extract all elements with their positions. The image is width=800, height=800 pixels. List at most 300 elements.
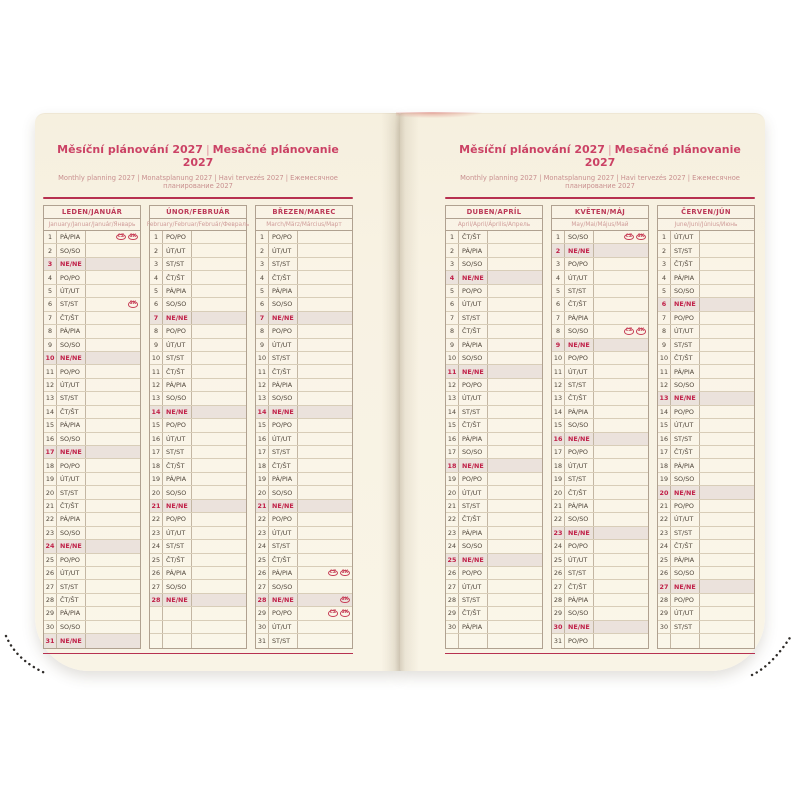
day-row	[446, 406, 542, 419]
day-notes-cell	[86, 486, 140, 498]
day-row	[658, 244, 754, 257]
day-number: 13	[256, 392, 269, 404]
day-number: 5	[658, 285, 671, 297]
day-name: ÚT/UT	[269, 433, 298, 445]
day-row	[150, 406, 246, 419]
day-notes-cell	[700, 486, 754, 498]
day-notes-cell	[594, 540, 648, 552]
day-notes-cell	[700, 419, 754, 431]
day-number: 18	[256, 459, 269, 471]
holiday-badge-cz-icon: CZ	[329, 610, 337, 616]
day-number: 6	[256, 298, 269, 310]
day-number: 9	[658, 339, 671, 351]
day-notes-cell	[700, 513, 754, 525]
day-name: ČT/ŠT	[459, 325, 488, 337]
day-name: ÚT/UT	[163, 433, 192, 445]
day-name: ČT/ŠT	[459, 231, 488, 243]
day-name: ÚT/UT	[459, 486, 488, 498]
holiday-badge-sk-icon: SK	[129, 234, 137, 240]
day-name: NE/NE	[57, 352, 86, 364]
day-row	[150, 365, 246, 378]
day-name: ÚT/UT	[459, 392, 488, 404]
day-number: 3	[150, 258, 163, 270]
day-row	[658, 339, 754, 352]
day-number: 6	[658, 298, 671, 310]
day-notes-cell	[86, 271, 140, 283]
day-row	[44, 634, 140, 647]
day-notes-cell	[86, 325, 140, 337]
day-name: ST/ST	[163, 258, 192, 270]
day-number: 27	[552, 580, 565, 592]
day-row	[658, 352, 754, 365]
day-name: PÁ/PIA	[163, 567, 192, 579]
day-name: PO/PO	[163, 231, 192, 243]
day-name: PO/PO	[459, 473, 488, 485]
day-number: 21	[658, 500, 671, 512]
day-name: SO/SO	[57, 527, 86, 539]
day-name: ÚT/UT	[269, 244, 298, 256]
left-page-content	[43, 143, 353, 654]
day-number: 1	[446, 231, 459, 243]
day-notes-cell	[700, 285, 754, 297]
day-number: 25	[150, 554, 163, 566]
day-number: 20	[150, 486, 163, 498]
day-notes-cell	[594, 594, 648, 606]
day-number: 30	[44, 621, 57, 633]
day-name: NE/NE	[671, 298, 700, 310]
day-notes-cell	[298, 446, 352, 458]
day-name: SO/SO	[459, 540, 488, 552]
day-number: 22	[446, 513, 459, 525]
day-number: 14	[44, 406, 57, 418]
day-notes-cell	[700, 580, 754, 592]
day-row	[44, 580, 140, 593]
day-notes-cell	[298, 258, 352, 270]
day-notes-cell	[700, 231, 754, 243]
day-number: 25	[658, 554, 671, 566]
day-row	[256, 594, 352, 607]
day-row	[44, 325, 140, 338]
day-name: PÁ/PIA	[57, 419, 86, 431]
day-name: PO/PO	[269, 325, 298, 337]
day-name: PÁ/PIA	[565, 594, 594, 606]
holiday-badge-sk-icon: SK	[129, 301, 137, 307]
month-subtitle: May/Mai/Május/Май	[552, 219, 648, 231]
day-row	[552, 473, 648, 486]
day-name: SO/SO	[163, 580, 192, 592]
day-name: PÁ/PIA	[459, 527, 488, 539]
day-notes-cell	[488, 339, 542, 351]
day-number: 14	[658, 406, 671, 418]
day-notes-cell	[192, 231, 246, 243]
day-number: 31	[44, 634, 57, 647]
day-row	[552, 634, 648, 647]
day-name: ČT/ŠT	[565, 298, 594, 310]
day-name: NE/NE	[269, 594, 298, 606]
day-notes-cell	[488, 271, 542, 283]
day-name: NE/NE	[269, 500, 298, 512]
day-name: NE/NE	[57, 258, 86, 270]
day-number: 9	[150, 339, 163, 351]
day-number: 8	[552, 325, 565, 337]
day-number: 17	[658, 446, 671, 458]
day-number: 24	[658, 540, 671, 552]
day-number: 30	[256, 621, 269, 633]
day-notes-cell	[700, 554, 754, 566]
day-notes-cell	[488, 621, 542, 633]
day-notes-cell	[700, 244, 754, 256]
day-row	[658, 540, 754, 553]
day-row	[44, 365, 140, 378]
day-number: 12	[150, 379, 163, 391]
day-row	[658, 258, 754, 271]
day-notes-cell	[488, 634, 542, 647]
day-notes-cell	[192, 540, 246, 552]
day-name: ST/ST	[269, 352, 298, 364]
day-number: 10	[658, 352, 671, 364]
day-name: ST/ST	[671, 433, 700, 445]
day-notes-cell	[298, 580, 352, 592]
day-number: 11	[658, 365, 671, 377]
day-notes-cell	[298, 312, 352, 324]
day-name: ČT/ŠT	[671, 258, 700, 270]
day-row	[446, 352, 542, 365]
day-number: 2	[552, 244, 565, 256]
day-name: PÁ/PIA	[565, 312, 594, 324]
day-number: 27	[446, 580, 459, 592]
day-notes-cell	[594, 258, 648, 270]
day-notes-cell	[594, 298, 648, 310]
day-number: 26	[256, 567, 269, 579]
day-number: 23	[150, 527, 163, 539]
day-row	[658, 459, 754, 472]
day-notes-cell	[192, 406, 246, 418]
day-notes-cell	[700, 527, 754, 539]
day-number: 10	[256, 352, 269, 364]
day-row	[44, 244, 140, 257]
day-name: PO/PO	[671, 594, 700, 606]
day-row	[658, 271, 754, 284]
day-number: 4	[256, 271, 269, 283]
day-name: ÚT/UT	[459, 580, 488, 592]
day-row	[44, 446, 140, 459]
day-row	[552, 365, 648, 378]
day-name: SO/SO	[57, 339, 86, 351]
day-notes-cell	[594, 634, 648, 647]
day-row	[150, 298, 246, 311]
header-rule	[43, 197, 353, 199]
day-notes-cell	[700, 433, 754, 445]
holiday-badge-cz-icon: CZ	[329, 570, 337, 575]
day-name: SO/SO	[163, 486, 192, 498]
day-number: 8	[44, 325, 57, 337]
day-row	[446, 379, 542, 392]
holiday-badge-sk-icon: SK	[341, 570, 349, 575]
day-row	[446, 392, 542, 405]
day-row	[658, 513, 754, 526]
day-name: NE/NE	[671, 392, 700, 404]
day-name: PO/PO	[163, 419, 192, 431]
day-row	[44, 379, 140, 392]
day-row	[658, 486, 754, 499]
day-row	[256, 500, 352, 513]
day-number: 20	[44, 486, 57, 498]
day-notes-cell	[86, 621, 140, 633]
day-notes-cell	[700, 365, 754, 377]
holiday-badge-cz-icon: CZ	[117, 234, 125, 240]
day-notes-cell	[86, 459, 140, 471]
day-number: 24	[446, 540, 459, 552]
day-name: ST/ST	[459, 500, 488, 512]
day-row	[446, 634, 542, 647]
day-name: PÁ/PIA	[163, 379, 192, 391]
day-notes-cell	[86, 446, 140, 458]
day-number: 24	[150, 540, 163, 552]
day-number: 28	[150, 594, 163, 606]
day-row	[446, 285, 542, 298]
day-name: ST/ST	[57, 298, 86, 310]
day-row	[658, 406, 754, 419]
day-name: PO/PO	[57, 271, 86, 283]
day-row	[658, 419, 754, 432]
day-notes-cell	[192, 433, 246, 445]
month-subtitle: January/Januar/Január/Январь	[44, 219, 140, 231]
day-notes-cell	[488, 298, 542, 310]
day-name: SO/SO	[565, 513, 594, 525]
day-number: 3	[658, 258, 671, 270]
day-name	[671, 634, 700, 647]
holiday-badge-sk-icon: SK	[637, 234, 645, 240]
day-notes-cell	[298, 406, 352, 418]
day-number: 24	[256, 540, 269, 552]
day-notes-cell	[298, 634, 352, 647]
day-name: ST/ST	[163, 540, 192, 552]
day-row	[44, 607, 140, 620]
day-notes-cell	[700, 379, 754, 391]
day-number: 15	[446, 419, 459, 431]
day-number: 28	[256, 594, 269, 606]
day-notes-cell	[488, 580, 542, 592]
day-number: 26	[44, 567, 57, 579]
day-row	[44, 527, 140, 540]
day-number: 10	[446, 352, 459, 364]
day-row	[150, 634, 246, 647]
day-name: SO/SO	[269, 486, 298, 498]
day-number: 2	[150, 244, 163, 256]
day-notes-cell	[700, 459, 754, 471]
day-row	[256, 433, 352, 446]
day-name: ČT/ŠT	[459, 513, 488, 525]
day-number: 21	[150, 500, 163, 512]
day-number: 30	[446, 621, 459, 633]
day-name: ČT/ŠT	[163, 459, 192, 471]
day-name: ČT/ŠT	[671, 352, 700, 364]
day-name: ÚT/UT	[163, 244, 192, 256]
spread-title-slovak: Mesačné plánovanie 2027	[182, 143, 339, 169]
day-notes-cell	[192, 352, 246, 364]
day-row	[150, 459, 246, 472]
day-row	[552, 379, 648, 392]
day-notes-cell	[700, 594, 754, 606]
day-row	[150, 271, 246, 284]
day-name	[163, 607, 192, 619]
day-name: PÁ/PIA	[459, 433, 488, 445]
day-row	[150, 473, 246, 486]
month-columns	[445, 205, 755, 649]
day-notes-cell	[488, 312, 542, 324]
day-row	[44, 406, 140, 419]
day-number: 17	[552, 446, 565, 458]
day-notes-cell	[298, 325, 352, 337]
day-notes-cell	[594, 325, 648, 337]
day-notes-cell	[594, 580, 648, 592]
day-notes-cell	[86, 379, 140, 391]
month-title: LEDEN/JANUÁR	[44, 206, 140, 219]
day-row	[552, 339, 648, 352]
day-notes-cell	[298, 271, 352, 283]
day-name: ST/ST	[459, 594, 488, 606]
day-name: NE/NE	[57, 540, 86, 552]
day-name: ST/ST	[565, 285, 594, 297]
day-row	[150, 231, 246, 244]
day-number: 5	[150, 285, 163, 297]
day-row	[446, 325, 542, 338]
day-notes-cell	[86, 433, 140, 445]
day-name: SO/SO	[57, 433, 86, 445]
day-notes-cell	[86, 312, 140, 324]
day-number	[150, 634, 163, 647]
day-number: 19	[44, 473, 57, 485]
day-notes-cell	[700, 634, 754, 647]
day-row	[446, 580, 542, 593]
day-notes-cell	[594, 365, 648, 377]
day-notes-cell	[192, 258, 246, 270]
day-name: SO/SO	[565, 607, 594, 619]
day-number: 13	[552, 392, 565, 404]
day-notes-cell	[594, 486, 648, 498]
day-number: 3	[44, 258, 57, 270]
day-row	[256, 392, 352, 405]
day-number: 20	[658, 486, 671, 498]
day-row	[552, 285, 648, 298]
day-number: 4	[44, 271, 57, 283]
spread-title-czech: Měsíční plánování 2027	[459, 143, 605, 156]
day-name: PÁ/PIA	[269, 473, 298, 485]
day-notes-cell	[86, 392, 140, 404]
day-name: SO/SO	[671, 567, 700, 579]
day-row	[552, 540, 648, 553]
day-number: 23	[44, 527, 57, 539]
day-number: 1	[150, 231, 163, 243]
day-notes-cell	[488, 231, 542, 243]
day-row	[552, 433, 648, 446]
day-name: ČT/ŠT	[57, 500, 86, 512]
day-notes-cell	[86, 473, 140, 485]
day-notes-cell	[298, 594, 352, 606]
day-notes-cell	[86, 567, 140, 579]
day-row	[446, 621, 542, 634]
day-notes-cell	[192, 634, 246, 647]
day-notes-cell	[700, 473, 754, 485]
day-notes-cell	[86, 258, 140, 270]
day-name: SO/SO	[671, 473, 700, 485]
day-row	[150, 433, 246, 446]
day-name: ČT/ŠT	[565, 392, 594, 404]
day-notes-cell	[700, 298, 754, 310]
day-name: ST/ST	[163, 352, 192, 364]
day-name: PÁ/PIA	[671, 365, 700, 377]
day-notes-cell	[86, 554, 140, 566]
day-notes-cell	[488, 285, 542, 297]
day-name: NE/NE	[163, 312, 192, 324]
day-notes-cell	[594, 244, 648, 256]
day-name: ÚT/UT	[57, 473, 86, 485]
day-notes-cell	[86, 607, 140, 619]
day-number: 27	[44, 580, 57, 592]
day-name: ST/ST	[269, 634, 298, 647]
day-row	[446, 594, 542, 607]
day-row	[256, 459, 352, 472]
day-notes-cell	[298, 285, 352, 297]
day-row	[256, 634, 352, 647]
day-name: ST/ST	[459, 406, 488, 418]
day-number: 3	[446, 258, 459, 270]
day-row	[150, 392, 246, 405]
day-name: ÚT/UT	[565, 554, 594, 566]
day-number: 12	[44, 379, 57, 391]
day-row	[44, 500, 140, 513]
month-subtitle: April/April/Április/Апрель	[446, 219, 542, 231]
day-number: 2	[658, 244, 671, 256]
day-notes-cell	[192, 527, 246, 539]
day-row	[256, 312, 352, 325]
day-notes-cell	[594, 621, 648, 633]
day-number: 5	[446, 285, 459, 297]
day-notes-cell	[594, 459, 648, 471]
day-number: 7	[552, 312, 565, 324]
day-name: PÁ/PIA	[671, 554, 700, 566]
day-notes-cell	[488, 433, 542, 445]
day-number: 6	[446, 298, 459, 310]
day-number: 25	[446, 554, 459, 566]
day-name: SO/SO	[565, 231, 594, 243]
day-notes-cell	[192, 473, 246, 485]
month-title: ÚNOR/FEBRUÁR	[150, 206, 246, 219]
day-row	[150, 554, 246, 567]
day-number: 17	[150, 446, 163, 458]
day-name: ČT/ŠT	[565, 486, 594, 498]
day-row	[256, 486, 352, 499]
day-notes-cell	[700, 406, 754, 418]
day-number: 16	[552, 433, 565, 445]
day-name: PÁ/PIA	[57, 325, 86, 337]
day-name: SO/SO	[269, 580, 298, 592]
day-row	[150, 540, 246, 553]
day-row	[552, 312, 648, 325]
day-notes-cell	[298, 540, 352, 552]
day-row	[256, 379, 352, 392]
day-row	[256, 285, 352, 298]
title-separator: |	[205, 143, 210, 156]
day-number: 5	[552, 285, 565, 297]
day-name: ÚT/UT	[57, 567, 86, 579]
day-number: 19	[446, 473, 459, 485]
day-notes-cell	[594, 352, 648, 364]
day-number: 28	[552, 594, 565, 606]
day-number: 6	[552, 298, 565, 310]
day-name: ÚT/UT	[57, 379, 86, 391]
day-row	[446, 258, 542, 271]
